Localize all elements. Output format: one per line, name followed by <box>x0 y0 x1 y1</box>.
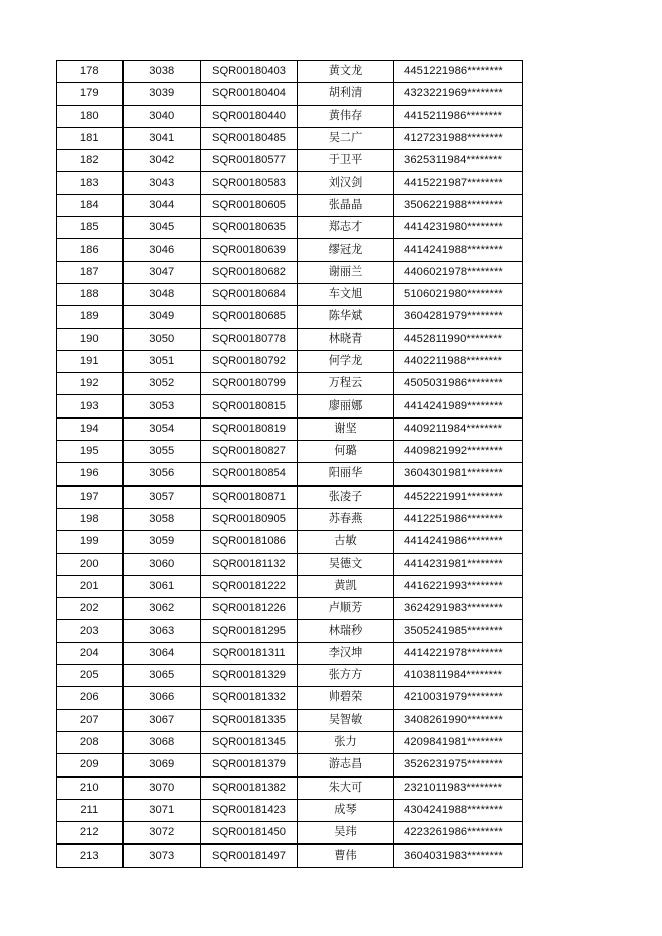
serial-number-cell: 3066 <box>123 687 201 709</box>
application-code-cell: SQR00180403 <box>201 61 298 83</box>
person-name-cell: 吴德文 <box>298 553 394 575</box>
person-name-cell: 郑志才 <box>298 217 394 239</box>
application-code-cell: SQR00180404 <box>201 83 298 105</box>
table-row <box>57 105 523 127</box>
table-row <box>57 83 523 105</box>
row-index-cell: 184 <box>57 194 123 216</box>
table-row <box>57 508 523 530</box>
row-index-cell: 196 <box>57 463 123 486</box>
row-index-cell: 193 <box>57 395 123 418</box>
table-row <box>57 418 523 441</box>
person-name-cell: 苏春燕 <box>298 508 394 530</box>
person-name-cell: 黄凯 <box>298 575 394 597</box>
row-index-cell: 180 <box>57 105 123 127</box>
row-index-cell: 182 <box>57 150 123 172</box>
table-row <box>57 486 523 509</box>
id-number-cell: 4452221991******** <box>394 486 523 509</box>
id-number-cell: 4127231988******** <box>394 127 523 149</box>
application-code-cell: SQR00180792 <box>201 350 298 372</box>
application-code-cell: SQR00181311 <box>201 642 298 664</box>
person-name-cell: 吴二广 <box>298 127 394 149</box>
person-name-cell: 谢坚 <box>298 418 394 441</box>
id-number-cell: 4414221978******** <box>394 642 523 664</box>
application-code-cell: SQR00181132 <box>201 553 298 575</box>
person-name-cell: 张凌子 <box>298 486 394 509</box>
table-row <box>57 261 523 283</box>
application-code-cell: SQR00181295 <box>201 620 298 642</box>
serial-number-cell: 3056 <box>123 463 201 486</box>
id-number-cell: 4414241989******** <box>394 395 523 418</box>
id-number-cell: 3624291983******** <box>394 598 523 620</box>
row-index-cell: 204 <box>57 642 123 664</box>
application-code-cell: SQR00181423 <box>201 799 298 821</box>
id-number-cell: 4414231981******** <box>394 553 523 575</box>
id-number-cell: 3625311984******** <box>394 150 523 172</box>
roster-table <box>56 60 523 868</box>
serial-number-cell: 3050 <box>123 328 201 350</box>
application-code-cell: SQR00180871 <box>201 486 298 509</box>
table-row <box>57 598 523 620</box>
row-index-cell: 195 <box>57 441 123 463</box>
row-index-cell: 191 <box>57 350 123 372</box>
person-name-cell: 黄文龙 <box>298 61 394 83</box>
table-row <box>57 575 523 597</box>
row-index-cell: 213 <box>57 844 123 867</box>
serial-number-cell: 3064 <box>123 642 201 664</box>
application-code-cell: SQR00180854 <box>201 463 298 486</box>
serial-number-cell: 3044 <box>123 194 201 216</box>
application-code-cell: SQR00180440 <box>201 105 298 127</box>
row-index-cell: 187 <box>57 261 123 283</box>
person-name-cell: 万程云 <box>298 373 394 395</box>
table-row <box>57 395 523 418</box>
id-number-cell: 3604281979******** <box>394 306 523 328</box>
application-code-cell: SQR00180635 <box>201 217 298 239</box>
serial-number-cell: 3060 <box>123 553 201 575</box>
id-number-cell: 4414241988******** <box>394 239 523 261</box>
person-name-cell: 胡利清 <box>298 83 394 105</box>
table-row <box>57 283 523 305</box>
id-number-cell: 4406021978******** <box>394 261 523 283</box>
table-row <box>57 620 523 642</box>
row-index-cell: 206 <box>57 687 123 709</box>
application-code-cell: SQR00181086 <box>201 531 298 553</box>
application-code-cell: SQR00180639 <box>201 239 298 261</box>
serial-number-cell: 3067 <box>123 709 201 731</box>
person-name-cell: 吴智敏 <box>298 709 394 731</box>
person-name-cell: 卢顺芳 <box>298 598 394 620</box>
serial-number-cell: 3038 <box>123 61 201 83</box>
serial-number-cell: 3055 <box>123 441 201 463</box>
person-name-cell: 缪冠龙 <box>298 239 394 261</box>
id-number-cell: 4223261986******** <box>394 822 523 845</box>
table-row <box>57 642 523 664</box>
table-row <box>57 531 523 553</box>
row-index-cell: 211 <box>57 799 123 821</box>
serial-number-cell: 3043 <box>123 172 201 194</box>
id-number-cell: 3604301981******** <box>394 463 523 486</box>
application-code-cell: SQR00181497 <box>201 844 298 867</box>
application-code-cell: SQR00181332 <box>201 687 298 709</box>
id-number-cell: 4452811990******** <box>394 328 523 350</box>
id-number-cell: 4414231980******** <box>394 217 523 239</box>
row-index-cell: 201 <box>57 575 123 597</box>
id-number-cell: 3505241985******** <box>394 620 523 642</box>
application-code-cell: SQR00181222 <box>201 575 298 597</box>
row-index-cell: 179 <box>57 83 123 105</box>
id-number-cell: 4415211986******** <box>394 105 523 127</box>
person-name-cell: 林晓青 <box>298 328 394 350</box>
id-number-cell: 4412251986******** <box>394 508 523 530</box>
row-index-cell: 186 <box>57 239 123 261</box>
id-number-cell: 3506221988******** <box>394 194 523 216</box>
serial-number-cell: 3071 <box>123 799 201 821</box>
table-row <box>57 844 523 867</box>
application-code-cell: SQR00181329 <box>201 665 298 687</box>
person-name-cell: 李汉坤 <box>298 642 394 664</box>
row-index-cell: 197 <box>57 486 123 509</box>
id-number-cell: 4416221993******** <box>394 575 523 597</box>
person-name-cell: 成琴 <box>298 799 394 821</box>
serial-number-cell: 3057 <box>123 486 201 509</box>
row-index-cell: 200 <box>57 553 123 575</box>
person-name-cell: 曹伟 <box>298 844 394 867</box>
serial-number-cell: 3049 <box>123 306 201 328</box>
row-index-cell: 212 <box>57 822 123 845</box>
application-code-cell: SQR00180778 <box>201 328 298 350</box>
serial-number-cell: 3041 <box>123 127 201 149</box>
person-name-cell: 于卫平 <box>298 150 394 172</box>
id-number-cell: 2321011983******** <box>394 777 523 800</box>
id-number-cell: 3604031983******** <box>394 844 523 867</box>
serial-number-cell: 3061 <box>123 575 201 597</box>
table-row <box>57 441 523 463</box>
id-number-cell: 3526231975******** <box>394 754 523 777</box>
table-row <box>57 239 523 261</box>
table-row <box>57 687 523 709</box>
table-row <box>57 822 523 845</box>
serial-number-cell: 3046 <box>123 239 201 261</box>
serial-number-cell: 3069 <box>123 754 201 777</box>
application-code-cell: SQR00180684 <box>201 283 298 305</box>
row-index-cell: 205 <box>57 665 123 687</box>
person-name-cell: 游志昌 <box>298 754 394 777</box>
id-number-cell: 4415221987******** <box>394 172 523 194</box>
application-code-cell: SQR00180815 <box>201 395 298 418</box>
row-index-cell: 208 <box>57 731 123 753</box>
roster-table-body <box>57 61 523 868</box>
application-code-cell: SQR00180485 <box>201 127 298 149</box>
person-name-cell: 黄伟存 <box>298 105 394 127</box>
table-row <box>57 150 523 172</box>
serial-number-cell: 3059 <box>123 531 201 553</box>
table-row <box>57 172 523 194</box>
person-name-cell: 古敏 <box>298 531 394 553</box>
serial-number-cell: 3063 <box>123 620 201 642</box>
serial-number-cell: 3054 <box>123 418 201 441</box>
table-row <box>57 754 523 777</box>
application-code-cell: SQR00181379 <box>201 754 298 777</box>
application-code-cell: SQR00180605 <box>201 194 298 216</box>
table-row <box>57 373 523 395</box>
table-row <box>57 731 523 753</box>
serial-number-cell: 3072 <box>123 822 201 845</box>
application-code-cell: SQR00181382 <box>201 777 298 800</box>
person-name-cell: 刘汉剑 <box>298 172 394 194</box>
serial-number-cell: 3065 <box>123 665 201 687</box>
row-index-cell: 198 <box>57 508 123 530</box>
row-index-cell: 185 <box>57 217 123 239</box>
id-number-cell: 4210031979******** <box>394 687 523 709</box>
person-name-cell: 张晶晶 <box>298 194 394 216</box>
person-name-cell: 张方方 <box>298 665 394 687</box>
person-name-cell: 谢丽兰 <box>298 261 394 283</box>
serial-number-cell: 3047 <box>123 261 201 283</box>
row-index-cell: 199 <box>57 531 123 553</box>
id-number-cell: 4451221986******** <box>394 61 523 83</box>
table-row <box>57 709 523 731</box>
serial-number-cell: 3070 <box>123 777 201 800</box>
row-index-cell: 178 <box>57 61 123 83</box>
person-name-cell: 陈华斌 <box>298 306 394 328</box>
table-row <box>57 799 523 821</box>
serial-number-cell: 3068 <box>123 731 201 753</box>
id-number-cell: 4323221969******** <box>394 83 523 105</box>
serial-number-cell: 3039 <box>123 83 201 105</box>
person-name-cell: 张力 <box>298 731 394 753</box>
application-code-cell: SQR00180799 <box>201 373 298 395</box>
person-name-cell: 车文旭 <box>298 283 394 305</box>
table-row <box>57 306 523 328</box>
table-row <box>57 665 523 687</box>
id-number-cell: 4414241986******** <box>394 531 523 553</box>
serial-number-cell: 3045 <box>123 217 201 239</box>
row-index-cell: 190 <box>57 328 123 350</box>
row-index-cell: 181 <box>57 127 123 149</box>
table-row <box>57 127 523 149</box>
row-index-cell: 203 <box>57 620 123 642</box>
person-name-cell: 帅碧荣 <box>298 687 394 709</box>
table-row <box>57 777 523 800</box>
id-number-cell: 4103811984******** <box>394 665 523 687</box>
person-name-cell: 阳丽华 <box>298 463 394 486</box>
person-name-cell: 朱大可 <box>298 777 394 800</box>
id-number-cell: 4402211988******** <box>394 350 523 372</box>
id-number-cell: 3408261990******** <box>394 709 523 731</box>
serial-number-cell: 3053 <box>123 395 201 418</box>
person-name-cell: 何学龙 <box>298 350 394 372</box>
application-code-cell: SQR00181450 <box>201 822 298 845</box>
spreadsheet-page <box>56 60 522 868</box>
id-number-cell: 4209841981******** <box>394 731 523 753</box>
id-number-cell: 4409821992******** <box>394 441 523 463</box>
person-name-cell: 廖丽娜 <box>298 395 394 418</box>
table-row <box>57 553 523 575</box>
table-row <box>57 217 523 239</box>
id-number-cell: 5106021980******** <box>394 283 523 305</box>
application-code-cell: SQR00181345 <box>201 731 298 753</box>
row-index-cell: 192 <box>57 373 123 395</box>
row-index-cell: 183 <box>57 172 123 194</box>
application-code-cell: SQR00180905 <box>201 508 298 530</box>
row-index-cell: 209 <box>57 754 123 777</box>
person-name-cell: 林瑞秒 <box>298 620 394 642</box>
application-code-cell: SQR00180827 <box>201 441 298 463</box>
application-code-cell: SQR00180819 <box>201 418 298 441</box>
application-code-cell: SQR00180682 <box>201 261 298 283</box>
serial-number-cell: 3051 <box>123 350 201 372</box>
table-row <box>57 61 523 83</box>
id-number-cell: 4505031986******** <box>394 373 523 395</box>
application-code-cell: SQR00181226 <box>201 598 298 620</box>
row-index-cell: 210 <box>57 777 123 800</box>
row-index-cell: 188 <box>57 283 123 305</box>
serial-number-cell: 3062 <box>123 598 201 620</box>
id-number-cell: 4409211984******** <box>394 418 523 441</box>
serial-number-cell: 3073 <box>123 844 201 867</box>
row-index-cell: 194 <box>57 418 123 441</box>
row-index-cell: 207 <box>57 709 123 731</box>
row-index-cell: 202 <box>57 598 123 620</box>
id-number-cell: 4304241988******** <box>394 799 523 821</box>
serial-number-cell: 3052 <box>123 373 201 395</box>
row-index-cell: 189 <box>57 306 123 328</box>
serial-number-cell: 3040 <box>123 105 201 127</box>
person-name-cell: 何璐 <box>298 441 394 463</box>
application-code-cell: SQR00180577 <box>201 150 298 172</box>
serial-number-cell: 3042 <box>123 150 201 172</box>
serial-number-cell: 3048 <box>123 283 201 305</box>
table-row <box>57 328 523 350</box>
application-code-cell: SQR00181335 <box>201 709 298 731</box>
application-code-cell: SQR00180685 <box>201 306 298 328</box>
table-row <box>57 194 523 216</box>
application-code-cell: SQR00180583 <box>201 172 298 194</box>
serial-number-cell: 3058 <box>123 508 201 530</box>
table-row <box>57 350 523 372</box>
table-row <box>57 463 523 486</box>
person-name-cell: 吴玮 <box>298 822 394 845</box>
